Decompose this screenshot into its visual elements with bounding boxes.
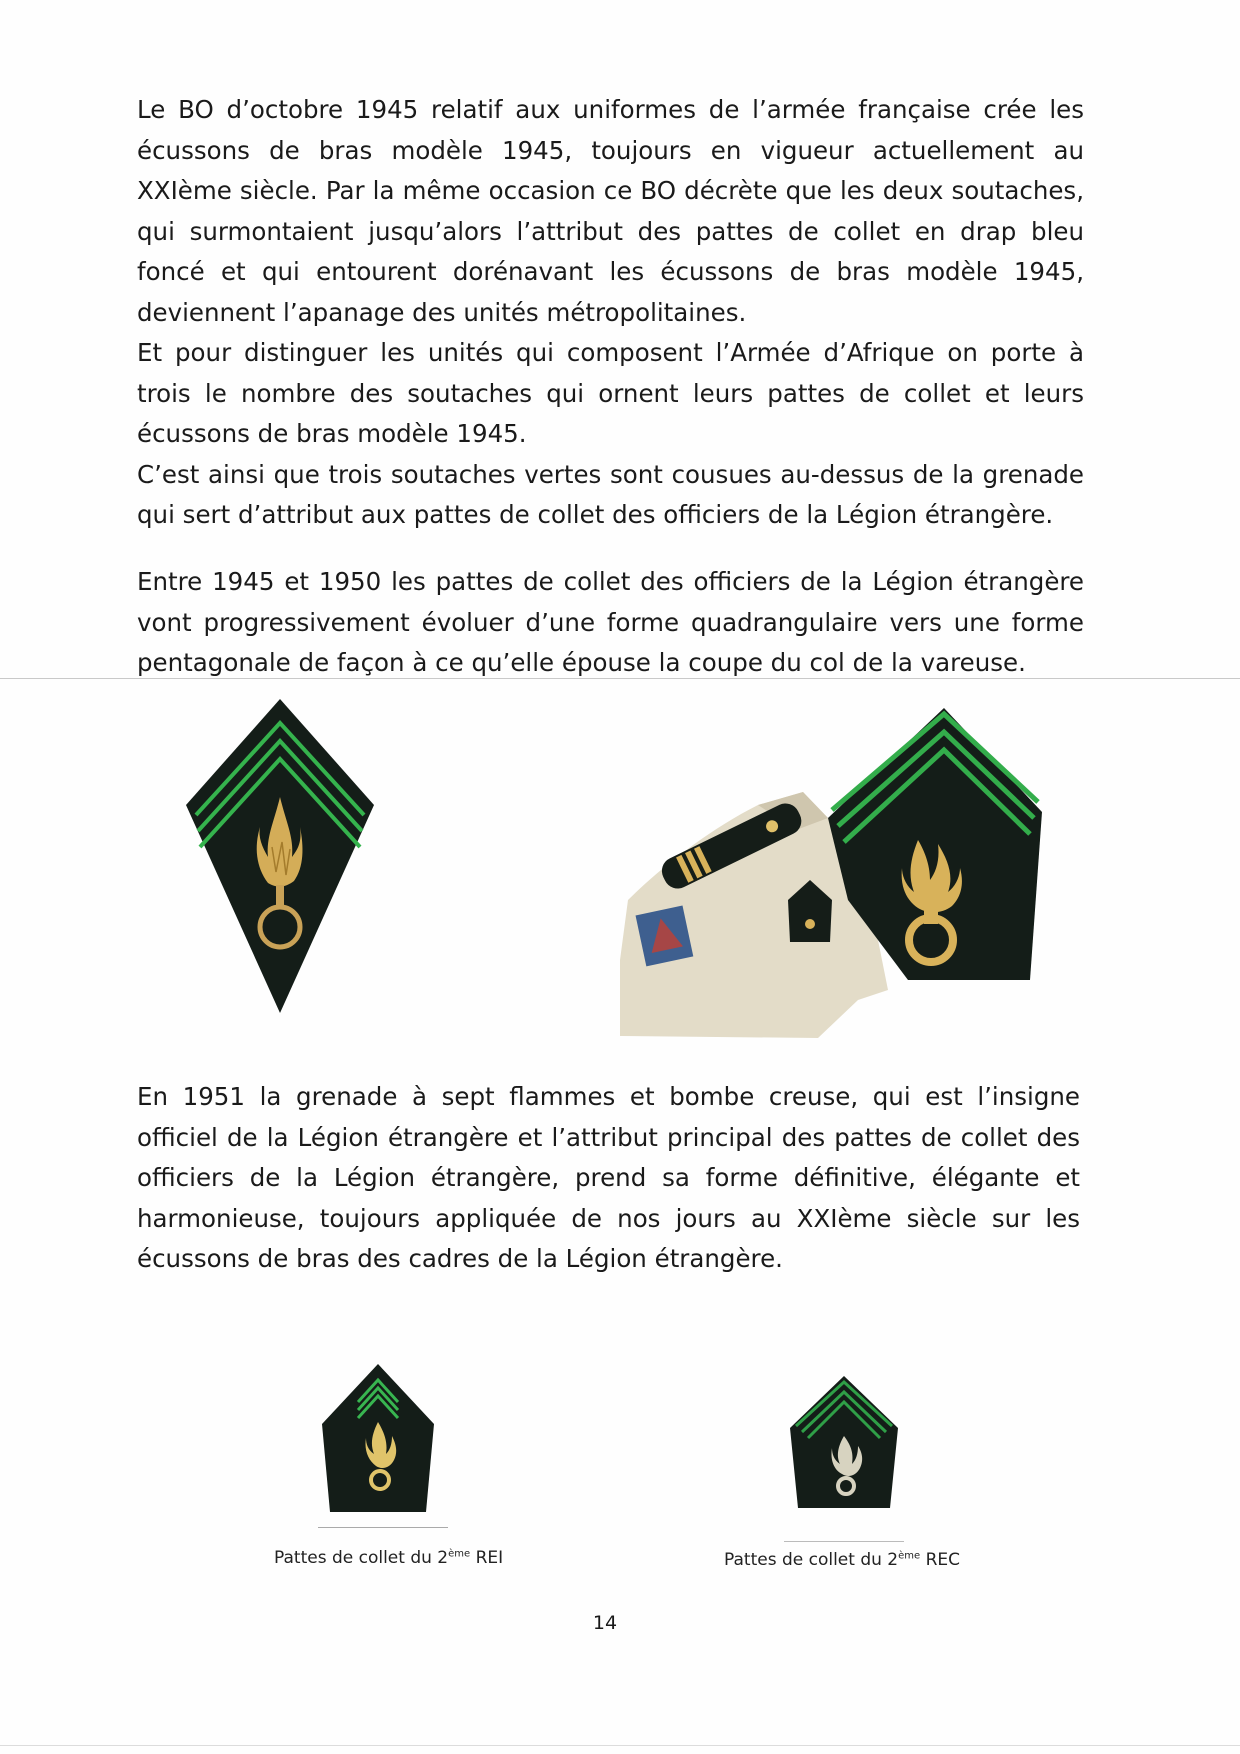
text-block-2 — [137, 562, 1084, 684]
scan-bottom-line — [0, 1745, 1240, 1746]
photo-edge-line-2 — [784, 1541, 904, 1542]
paragraph-1951-grenade: En 1951 la grenade à sept flammes et bombe creuse, qui est l’insigne officiel de la Légion étrangère et l’attribut principal des pattes de collet des officiers de la Légion étrangère, prend sa forme définitive, élégante et harmonieuse, toujours appliquée de nos jours au XXIème siècle sur les écussons de bras des cadres de la Légion étrangère. — [137, 1082, 1080, 1273]
collar-patch-2rei-image — [320, 1362, 436, 1518]
page-number: 14 — [592, 1612, 618, 1634]
paragraph-soutaches-vertes: C’est ainsi que trois soutaches vertes sont cousues au-dessus de la grenade qui sert d’attribut aux pattes de collet des officiers de la Légion étrangère. — [137, 459, 1084, 529]
photo-edge-line — [318, 1527, 448, 1528]
paragraph-bo-1945: Le BO d’octobre 1945 relatif aux uniformes de l’armée française crée les écussons de bras modèle 1945, toujours en vigueur actuellement au XXIème siècle. Par la même occasion ce BO décrète que les deux soutaches, qui surmontaient jusqu’alors l’attribut des pattes de collet en drap bleu foncé et qui entourent dorénavant les écussons de bras modèle 1945, deviennent l’apanage des unités métropolitaines. — [137, 95, 1084, 327]
text-block-3 — [137, 1077, 1080, 1280]
text-block-1 — [137, 90, 1084, 536]
paragraph-1945-1950: Entre 1945 et 1950 les pattes de collet des officiers de la Légion étrangère vont progressivement évoluer d’une forme quadrangulaire vers une forme pentagonale de façon à ce qu’elle épouse la coupe du col de la vareuse. — [137, 567, 1084, 677]
collar-patch-2rec-image — [788, 1374, 900, 1512]
caption-2rei: Pattes de collet du 2ème REI — [274, 1548, 504, 1568]
uniform-shirt-and-collar-patch-image — [618, 700, 1050, 1040]
caption-2rec: Pattes de collet du 2ème REC — [724, 1550, 960, 1570]
paragraph-armee-afrique: Et pour distinguer les unités qui composent l’Armée d’Afrique on porte à trois le nombre des soutaches qui ornent leurs pattes de collet et leurs écussons de bras modèle 1945. — [137, 338, 1084, 448]
diamond-collar-patch-image — [182, 697, 378, 1015]
